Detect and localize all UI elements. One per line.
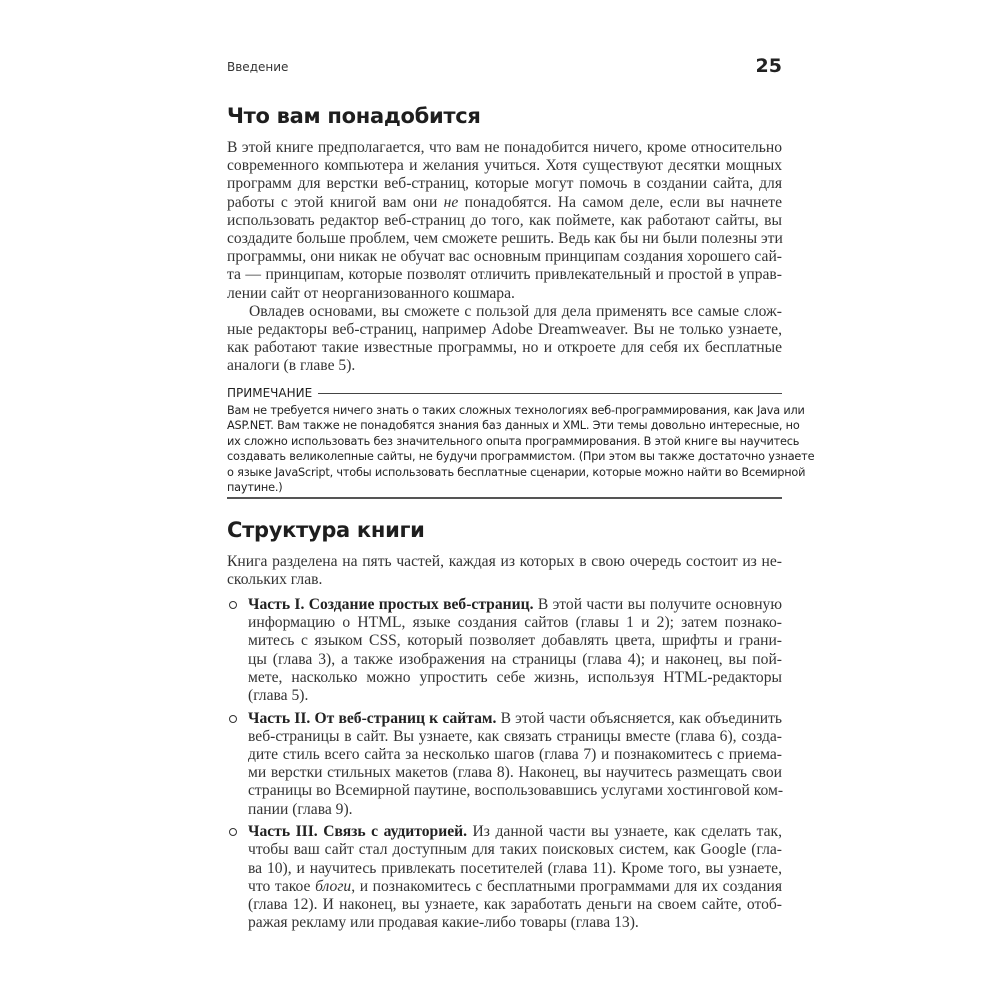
text-segment: дите стиль всего сайта за несколько шагов (глава 7) и познакомитесь с приема- bbox=[248, 746, 782, 763]
text-segment: ные редакторы веб-страниц, например Adobe Dreamweaver. Вы не только узнаете, bbox=[227, 320, 782, 338]
text-segment: Книга разделена на пять частей, каждая из которых в свою очередь состоит из не- bbox=[227, 553, 782, 570]
text-line bbox=[227, 285, 782, 303]
text-segment: веб-страницы в сайт. Вы узнаете, как связать страницы вместе (глава 6), созда- bbox=[248, 727, 782, 745]
emphasis-text: не bbox=[443, 193, 459, 211]
text-line bbox=[248, 782, 782, 800]
text-segment: (глава 5). bbox=[248, 686, 309, 704]
note-top-rule bbox=[318, 393, 782, 394]
paragraph bbox=[227, 303, 782, 376]
circle-bullet-icon bbox=[229, 828, 237, 836]
text-segment: ASP.NET. Вам также не понадобятся знания баз данных и XML. Эти темы довольно интересные, но bbox=[227, 419, 800, 433]
text-line bbox=[227, 403, 805, 418]
text-line bbox=[227, 465, 806, 480]
text-segment: ми верстки стильных макетов (глава 8). Наконец, вы научитесь размещать свои bbox=[248, 764, 782, 782]
running-header-title: Введение bbox=[227, 60, 289, 74]
text-line bbox=[248, 746, 782, 764]
text-segment: понадобятся. На самом деле, если вы начнете bbox=[458, 193, 782, 211]
text-line bbox=[227, 357, 782, 375]
text-line bbox=[248, 651, 782, 669]
text-segment: программ для верстки веб-страниц, которые могут помочь в создании сайта, для bbox=[227, 175, 782, 193]
text-segment: создадите больше проблем, чем сможете решить. Ведь как бы ни были полезны эти bbox=[227, 229, 783, 247]
text-segment: информацию о HTML, языке создания сайтов (главы 1 и 2); затем познако- bbox=[248, 614, 782, 632]
text-line bbox=[227, 212, 782, 230]
text-segment: ва 10), и научитесь привлекать посетителей (глава 11). Кроме того, вы узнаете, bbox=[248, 859, 782, 877]
text-line bbox=[248, 823, 782, 841]
text-segment: паутине.) bbox=[227, 480, 283, 494]
text-line bbox=[248, 632, 782, 650]
text-line bbox=[227, 339, 782, 357]
text-segment: что такое bbox=[248, 877, 316, 895]
text-line bbox=[227, 434, 800, 449]
text-segment: , и познакомитесь с бесплатными программами для их создания bbox=[351, 877, 782, 895]
text-segment: митесь с языком CSS, который позволяет добавлять цвета, шрифты и грани- bbox=[248, 632, 782, 650]
text-line bbox=[248, 596, 782, 614]
list-item-text bbox=[248, 710, 782, 819]
section-requirements-body bbox=[227, 139, 782, 375]
text-segment: В этой части объясняется, как объединить bbox=[496, 709, 782, 727]
text-segment: лении сайт от неорганизованного кошмара. bbox=[227, 284, 515, 302]
text-line bbox=[227, 157, 782, 175]
note-body bbox=[227, 403, 815, 495]
list-item bbox=[227, 710, 782, 819]
text-segment: мете, насколько можно упростить себе жизнь, используя HTML-редакторы bbox=[248, 668, 782, 686]
list-item-text bbox=[248, 823, 782, 932]
text-line bbox=[227, 139, 782, 157]
note-label: ПРИМЕЧАНИЕ bbox=[227, 386, 313, 400]
section-heading-structure: Структура книги bbox=[227, 518, 425, 542]
text-line bbox=[227, 321, 782, 339]
text-segment: страницы во Всемирной паутине, воспользовавшись услугами хостинговой ком- bbox=[248, 782, 784, 800]
text-segment: Из данной части вы узнаете, как сделать так, bbox=[467, 823, 782, 841]
text-line bbox=[227, 266, 782, 284]
text-segment: (глава 12). И наконец, вы узнаете, как заработать деньги на своем сайте, отоб- bbox=[248, 896, 782, 913]
text-line bbox=[248, 764, 782, 782]
text-line bbox=[227, 418, 800, 433]
text-segment: чтобы ваш сайт стал доступным для таких поисковых систем, как Google (гла- bbox=[248, 841, 782, 859]
text-segment: создавать великолепные сайты, не будучи программистом. (При этом вы также достаточно узнаете bbox=[227, 450, 815, 464]
text-line bbox=[248, 669, 782, 687]
text-segment: Овладев основами, вы сможете с пользой для дела применять все самые слож- bbox=[249, 302, 782, 320]
text-line bbox=[248, 841, 782, 859]
paragraph bbox=[227, 139, 782, 303]
page-number: 25 bbox=[755, 55, 782, 77]
parts-list bbox=[227, 596, 782, 932]
section-heading-requirements: Что вам понадобится bbox=[227, 104, 481, 128]
text-line bbox=[248, 896, 782, 914]
structure-intro bbox=[227, 553, 782, 589]
text-line bbox=[248, 710, 782, 728]
part-title: Часть III. Связь с аудиторией. bbox=[248, 823, 468, 841]
text-segment: Вам не требуется ничего знать о таких сложных технологиях веб-программирования, как Java или bbox=[227, 404, 805, 417]
part-title: Часть I. Создание простых веб-страниц. bbox=[248, 596, 534, 613]
text-line bbox=[227, 248, 782, 266]
text-segment: В этой части вы получите основную bbox=[533, 596, 782, 613]
text-line bbox=[227, 303, 782, 321]
text-segment: пании (глава 9). bbox=[248, 800, 353, 818]
text-segment: современного компьютера и желания учиться. Хотя существуют десятки мощных bbox=[227, 157, 782, 175]
text-line bbox=[248, 614, 782, 632]
text-line bbox=[227, 175, 782, 193]
text-line bbox=[248, 728, 782, 746]
circle-bullet-icon bbox=[229, 715, 237, 723]
text-segment: использовать редактор веб-страниц до того, как поймете, как работают сайты, вы bbox=[227, 211, 782, 229]
text-line bbox=[227, 480, 782, 495]
text-segment: цы (глава 3), а также изображения на страницы (глава 4); и наконец, вы пой- bbox=[248, 650, 782, 668]
text-segment: работы с этой книгой вам они bbox=[227, 193, 444, 211]
text-line bbox=[248, 687, 782, 705]
emphasis-text: блоги bbox=[315, 877, 352, 895]
text-line bbox=[248, 878, 782, 896]
text-line bbox=[227, 230, 782, 248]
text-line bbox=[248, 914, 782, 932]
text-line bbox=[248, 860, 782, 878]
text-segment: о языке JavaScript, чтобы использовать бесплатные сценарии, которые можно найти во Всемирной bbox=[227, 465, 806, 479]
text-segment: как работают такие известные программы, но и откроете для себя их бесплатные bbox=[227, 339, 782, 357]
part-title: Часть II. От веб-страниц к сайтам. bbox=[248, 709, 497, 727]
text-line bbox=[248, 801, 782, 819]
text-segment: их сложно использовать без значительного опыта программирования. В этой книге вы научитесь bbox=[227, 434, 800, 448]
text-line bbox=[227, 571, 782, 589]
text-segment: та — принципам, которые позволят отличить привлекательный и простой в управ- bbox=[227, 266, 782, 284]
list-item-text bbox=[248, 596, 782, 705]
text-segment: программы, они никак не обучат вас основным принципам создания хорошего сай- bbox=[227, 248, 782, 266]
text-segment: В этой книге предполагается, что вам не понадобится ничего, кроме относительно bbox=[227, 139, 782, 156]
text-segment: ражая рекламу или продавая какие-либо товары (глава 13). bbox=[248, 914, 639, 932]
list-item bbox=[227, 596, 782, 705]
note-bottom-rule bbox=[227, 497, 782, 499]
text-line bbox=[227, 194, 782, 212]
text-line bbox=[227, 553, 782, 571]
text-segment: скольких глав. bbox=[227, 571, 323, 589]
text-line bbox=[227, 449, 815, 464]
note-header bbox=[227, 386, 782, 400]
circle-bullet-icon bbox=[229, 601, 237, 609]
list-item bbox=[227, 823, 782, 932]
text-segment: аналоги (в главе 5). bbox=[227, 357, 356, 375]
